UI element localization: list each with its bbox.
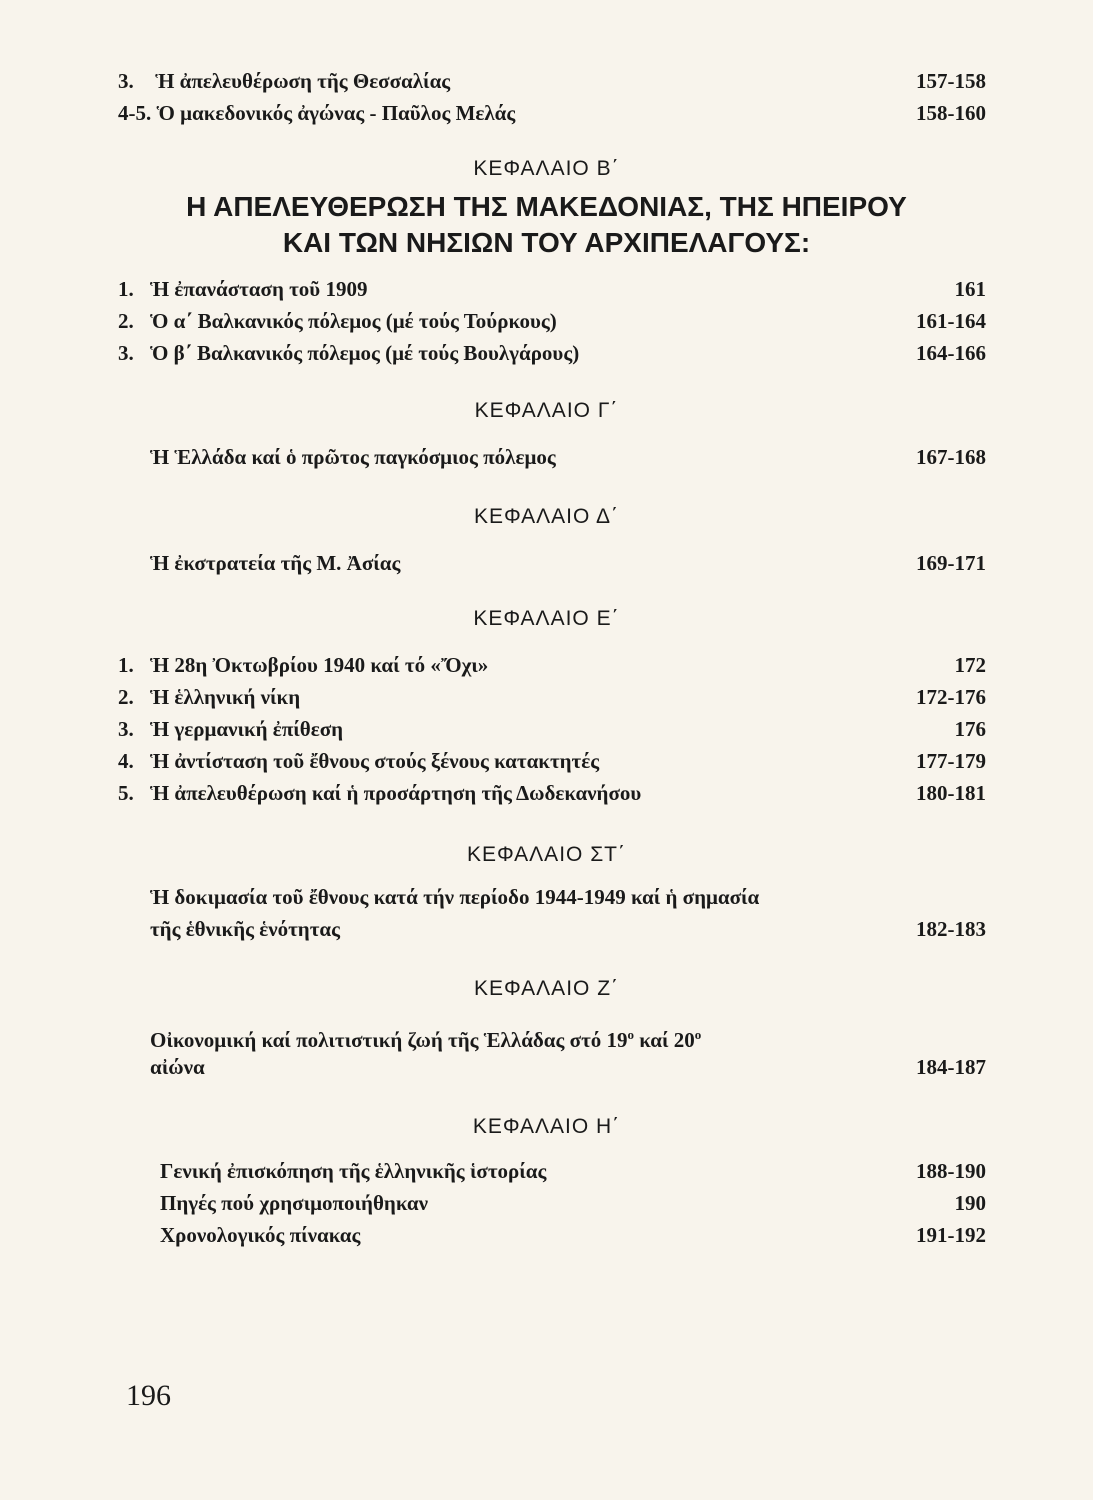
entry-title: Ἡ γερμανική ἐπίθεση: [150, 717, 344, 741]
chapter-heading: ΚΕΦΑΛΑΙΟ Β΄: [473, 157, 620, 180]
entry-pages: 190: [954, 1191, 986, 1215]
entry-number: 3.: [118, 69, 134, 93]
entry-title-line: αἰώνα: [150, 1055, 205, 1079]
entry-title-line: τῆς ἑθνικῆς ἑνότητας: [150, 917, 340, 941]
entry-pages: 176: [954, 717, 986, 741]
entry-title: Ἡ 28η Ὀκτωβρίου 1940 καί τό «Ὄχι»: [150, 653, 489, 677]
toc-entry: [118, 716, 986, 742]
entry-number: 3.: [118, 341, 134, 365]
toc-entry: [118, 308, 986, 334]
chapter-heading: ΚΕΦΑΛΑΙΟ Δ΄: [473, 505, 620, 528]
toc-entry: [118, 340, 986, 366]
entry-pages: 169-171: [916, 551, 986, 575]
entry-pages: 184-187: [916, 1055, 986, 1079]
toc-entry: [118, 68, 986, 94]
entry-title: Ἡ ἀπελευθέρωση τῆς Θεσσαλίας: [155, 69, 451, 93]
entry-title: Ἡ Ἑλλάδα καί ὁ πρῶτος παγκόσμιος πόλεμος: [150, 445, 556, 469]
toc-entry: [118, 276, 986, 302]
entry-number: 4-5.: [118, 101, 152, 125]
toc-entry: [118, 652, 986, 678]
entry-number: 5.: [118, 781, 134, 805]
entry-number: 3.: [118, 717, 134, 741]
chapter-title: ΚΑΙ ΤΩΝ ΝΗΣΙΩΝ ΤΟΥ ΑΡΧΙΠΕΛΑΓΟΥΣ:: [282, 227, 811, 258]
entry-number: 1.: [118, 277, 134, 301]
entry-title: Γενική ἐπισκόπηση τῆς ἑλληνικῆς ἱστορίας: [160, 1159, 547, 1183]
entry-pages: 188-190: [916, 1159, 986, 1183]
page-number: 196: [126, 1379, 171, 1412]
entry-pages: 191-192: [916, 1223, 986, 1247]
entry-title: Ἡ ἑλληνική νίκη: [150, 685, 301, 709]
chapter-title: Η ΑΠΕΛΕΥΘΕΡΩΣΗ ΤΗΣ ΜΑΚΕΔΟΝΙΑΣ, ΤΗΣ ΗΠΕΙΡΟΥ: [186, 191, 907, 222]
entry-pages: 164-166: [916, 341, 986, 365]
entry-pages: 157-158: [916, 69, 986, 93]
entry-title-line: Ἡ δοκιμασία τοῦ ἔθνους κατά τήν περίοδο 1944-1949 καί ἡ σημασία: [150, 885, 760, 909]
toc-entry: [118, 780, 986, 806]
toc-entry: [160, 1222, 986, 1248]
chapter-heading: ΚΕΦΑΛΑΙΟ ΣΤ΄: [466, 843, 626, 866]
entry-number: 1.: [118, 653, 134, 677]
entry-pages: 172: [954, 653, 986, 677]
entry-title: Ἡ ἐπανάσταση τοῦ 1909: [150, 277, 368, 301]
entry-title: Ὁ β΄ Βαλκανικός πόλεμος (μέ τούς Βουλγάρους): [150, 341, 580, 365]
entry-title: Ἡ ἐκστρατεία τῆς Μ. Ἀσίας: [150, 551, 401, 575]
entry-title: Ὁ μακεδονικός ἀγώνας - Παῦλος Μελάς: [156, 101, 516, 125]
entry-pages: 158-160: [916, 101, 986, 125]
entry-pages: 182-183: [916, 917, 986, 941]
toc-entry: [118, 684, 986, 710]
entry-title: Ἡ ἀντίσταση τοῦ ἔθνους στούς ξένους κατακτητές: [150, 749, 600, 773]
toc-entry: [118, 100, 986, 126]
chapter-heading: ΚΕΦΑΛΑΙΟ Γ΄: [474, 399, 619, 422]
entry-pages: 177-179: [916, 749, 986, 773]
entry-title: Χρονολογικός πίνακας: [160, 1223, 361, 1247]
entry-title-line: Οἰκονομική καί πολιτιστική ζωή τῆς Ἑλλάδας στό $19^o$ καί $20^o$: [150, 1027, 702, 1052]
entry-number: 2.: [118, 309, 134, 333]
chapter-heading: ΚΕΦΑΛΑΙΟ Ε΄: [473, 607, 620, 630]
entry-title: Ἡ ἀπελευθέρωση καί ἡ προσάρτηση τῆς Δωδεκανήσου: [150, 781, 642, 805]
chapter-heading: ΚΕΦΑΛΑΙΟ Η΄: [472, 1115, 621, 1138]
entry-number: 2.: [118, 685, 134, 709]
entry-pages: 161-164: [916, 309, 986, 333]
entry-pages: 172-176: [916, 685, 986, 709]
toc-entry: [150, 550, 986, 576]
entry-pages: 180-181: [916, 781, 986, 805]
toc-entry: [160, 1158, 986, 1184]
toc-entry: [150, 444, 986, 470]
entry-number: 4.: [118, 749, 134, 773]
entry-title: Πηγές πού χρησιμοποιήθηκαν: [160, 1191, 429, 1215]
chapter-heading: ΚΕΦΑΛΑΙΟ Ζ΄: [473, 977, 620, 1000]
entry-title: Ὁ α΄ Βαλκανικός πόλεμος (μέ τούς Τούρκους): [150, 309, 557, 333]
toc-entry: [118, 748, 986, 774]
entry-pages: 167-168: [916, 445, 986, 469]
entry-pages: 161: [954, 277, 986, 301]
toc-entry: [160, 1190, 986, 1216]
